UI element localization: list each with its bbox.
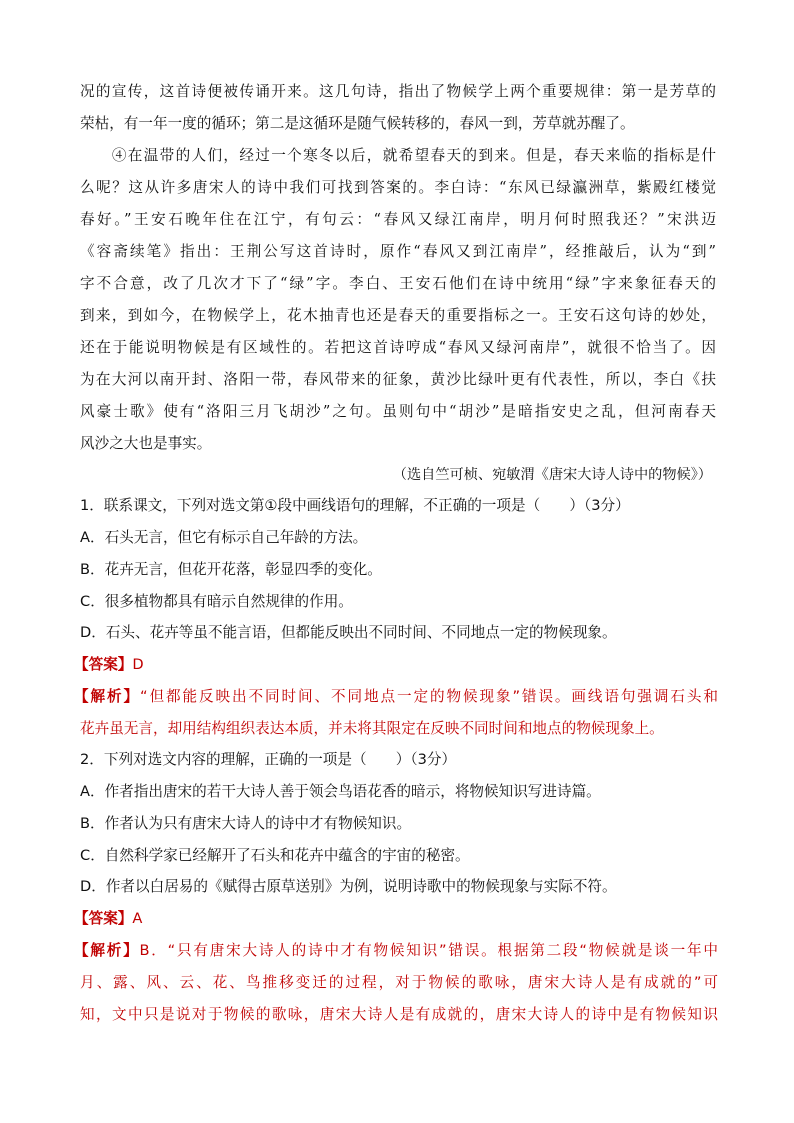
explanation-tag: 【解析】 — [74, 688, 140, 705]
passage-line: 《容斋续笔》指出：王荆公写这首诗时，原作“春风又到江南岸”，经推敲后，认为“到” — [80, 243, 716, 260]
passage-line: 么呢？这从许多唐宋人的诗中我们可找到答案的。李白诗：“东风已绿瀛洲草，紫殿红楼觉 — [80, 179, 716, 196]
question-1-option-b: B．花卉无言，但花开花落，彰显四季的变化。 — [80, 561, 382, 578]
passage-line: 还在于能说明物候是有区域性的。若把这首诗哼成“春风又绿河南岸”，就很不恰当了。因 — [80, 339, 716, 356]
question-2-explanation-line — [74, 935, 718, 967]
explanation-tag: 【解析】 — [74, 942, 140, 959]
answer-tag: 【答案】 — [74, 910, 133, 927]
answer-value: A — [132, 910, 143, 927]
passage-line: 况的宣传，这首诗便被传诵开来。这几句诗，指出了物候学上两个重要规律：第一是芳草的 — [80, 83, 716, 100]
question-2-option-b: B．作者认为只有唐宋大诗人的诗中才有物候知识。 — [80, 815, 412, 832]
passage-line: 风沙之大也是事实。 — [80, 435, 212, 452]
question-2-explanation-line: 知，文中只是说对于物候的歌咏，唐宋大诗人是有成就的，唐宋大诗人的诗中是有物候知识 — [80, 1006, 718, 1023]
passage-line: 风豪士歌》使有“洛阳三月飞胡沙”之句。虽则句中“胡沙”是暗指安史之乱，但河南春天 — [80, 403, 716, 420]
passage-line: 字不合意，改了几次才下了“绿”字。李白、王安石他们在诗中统用“绿”字来象征春天的 — [80, 275, 716, 292]
question-1-option-d: D．石头、花卉等虽不能言语，但都能反映出不同时间、不同地点一定的物候现象。 — [80, 624, 617, 641]
question-1-answer — [74, 649, 714, 681]
answer-value: D — [132, 656, 144, 673]
answer-tag: 【答案】 — [74, 656, 133, 673]
question-2-answer — [74, 903, 714, 935]
question-1-stem: 1．联系课文，下列对选文第①段中画线语句的理解，不正确的一项是（ ）（3分） — [80, 497, 630, 514]
question-2-stem: 2．下列对选文内容的理解，正确的一项是（ ）（3分） — [80, 751, 457, 768]
question-2-explanation-line: 月、露、风、云、花、鸟推移变迁的过程，对于物候的歌咏，唐宋大诗人是有成就的”可 — [80, 974, 718, 991]
passage-line: ④在温带的人们，经过一个寒冬以后，就希望春天的到来。但是，春天来临的指标是什 — [80, 147, 716, 164]
question-2-option-d: D．作者以白居易的《赋得古原草送别》为例，说明诗歌中的物候现象与实际不符。 — [80, 878, 617, 895]
question-2-option-a: A．作者指出唐宋的若干大诗人善于领会鸟语花香的暗示，将物候知识写进诗篇。 — [80, 783, 601, 800]
explanation-text: “但都能反映出不同时间、不同地点一定的物候现象”错误。画线语句强调石头和 — [140, 688, 718, 705]
passage-line: 荣枯，有一年一度的循环；第二是这循环是随气候转移的，春风一到，芳草就苏醒了。 — [80, 115, 635, 132]
explanation-text: B．“只有唐宋大诗人的诗中才有物候知识”错误。根据第二段“物候就是谈一年中 — [139, 942, 718, 959]
question-1-explanation-line: 花卉虽无言，却用结构组织表达本质，并未将其限定在反映不同时间和地点的物候现象上。 — [80, 720, 664, 737]
passage-line: 春好。”王安石晚年住在江宁，有句云：“春风又绿江南岸，明月何时照我还？”宋洪迈 — [80, 211, 716, 228]
passage-line: 为在大河以南开封、洛阳一带，春风带来的征象，黄沙比绿叶更有代表性，所以，李白《扶 — [80, 371, 716, 388]
question-2-option-c: C．自然科学家已经解开了石头和花卉中蕴含的宇宙的秘密。 — [80, 847, 470, 864]
question-1-option-a: A．石头无言，但它有标示自己年龄的方法。 — [80, 529, 368, 546]
question-1-option-c: C．很多植物都具有暗示自然规律的作用。 — [80, 593, 353, 610]
question-1-explanation-line — [74, 681, 718, 713]
passage-line: 到来，到如今，在物候学上，花木抽青也还是春天的重要指标之一。王安石这句诗的妙处， — [80, 307, 716, 324]
passage-source: （选自竺可桢、宛敏渭《唐宋大诗人诗中的物候》） — [392, 467, 712, 483]
